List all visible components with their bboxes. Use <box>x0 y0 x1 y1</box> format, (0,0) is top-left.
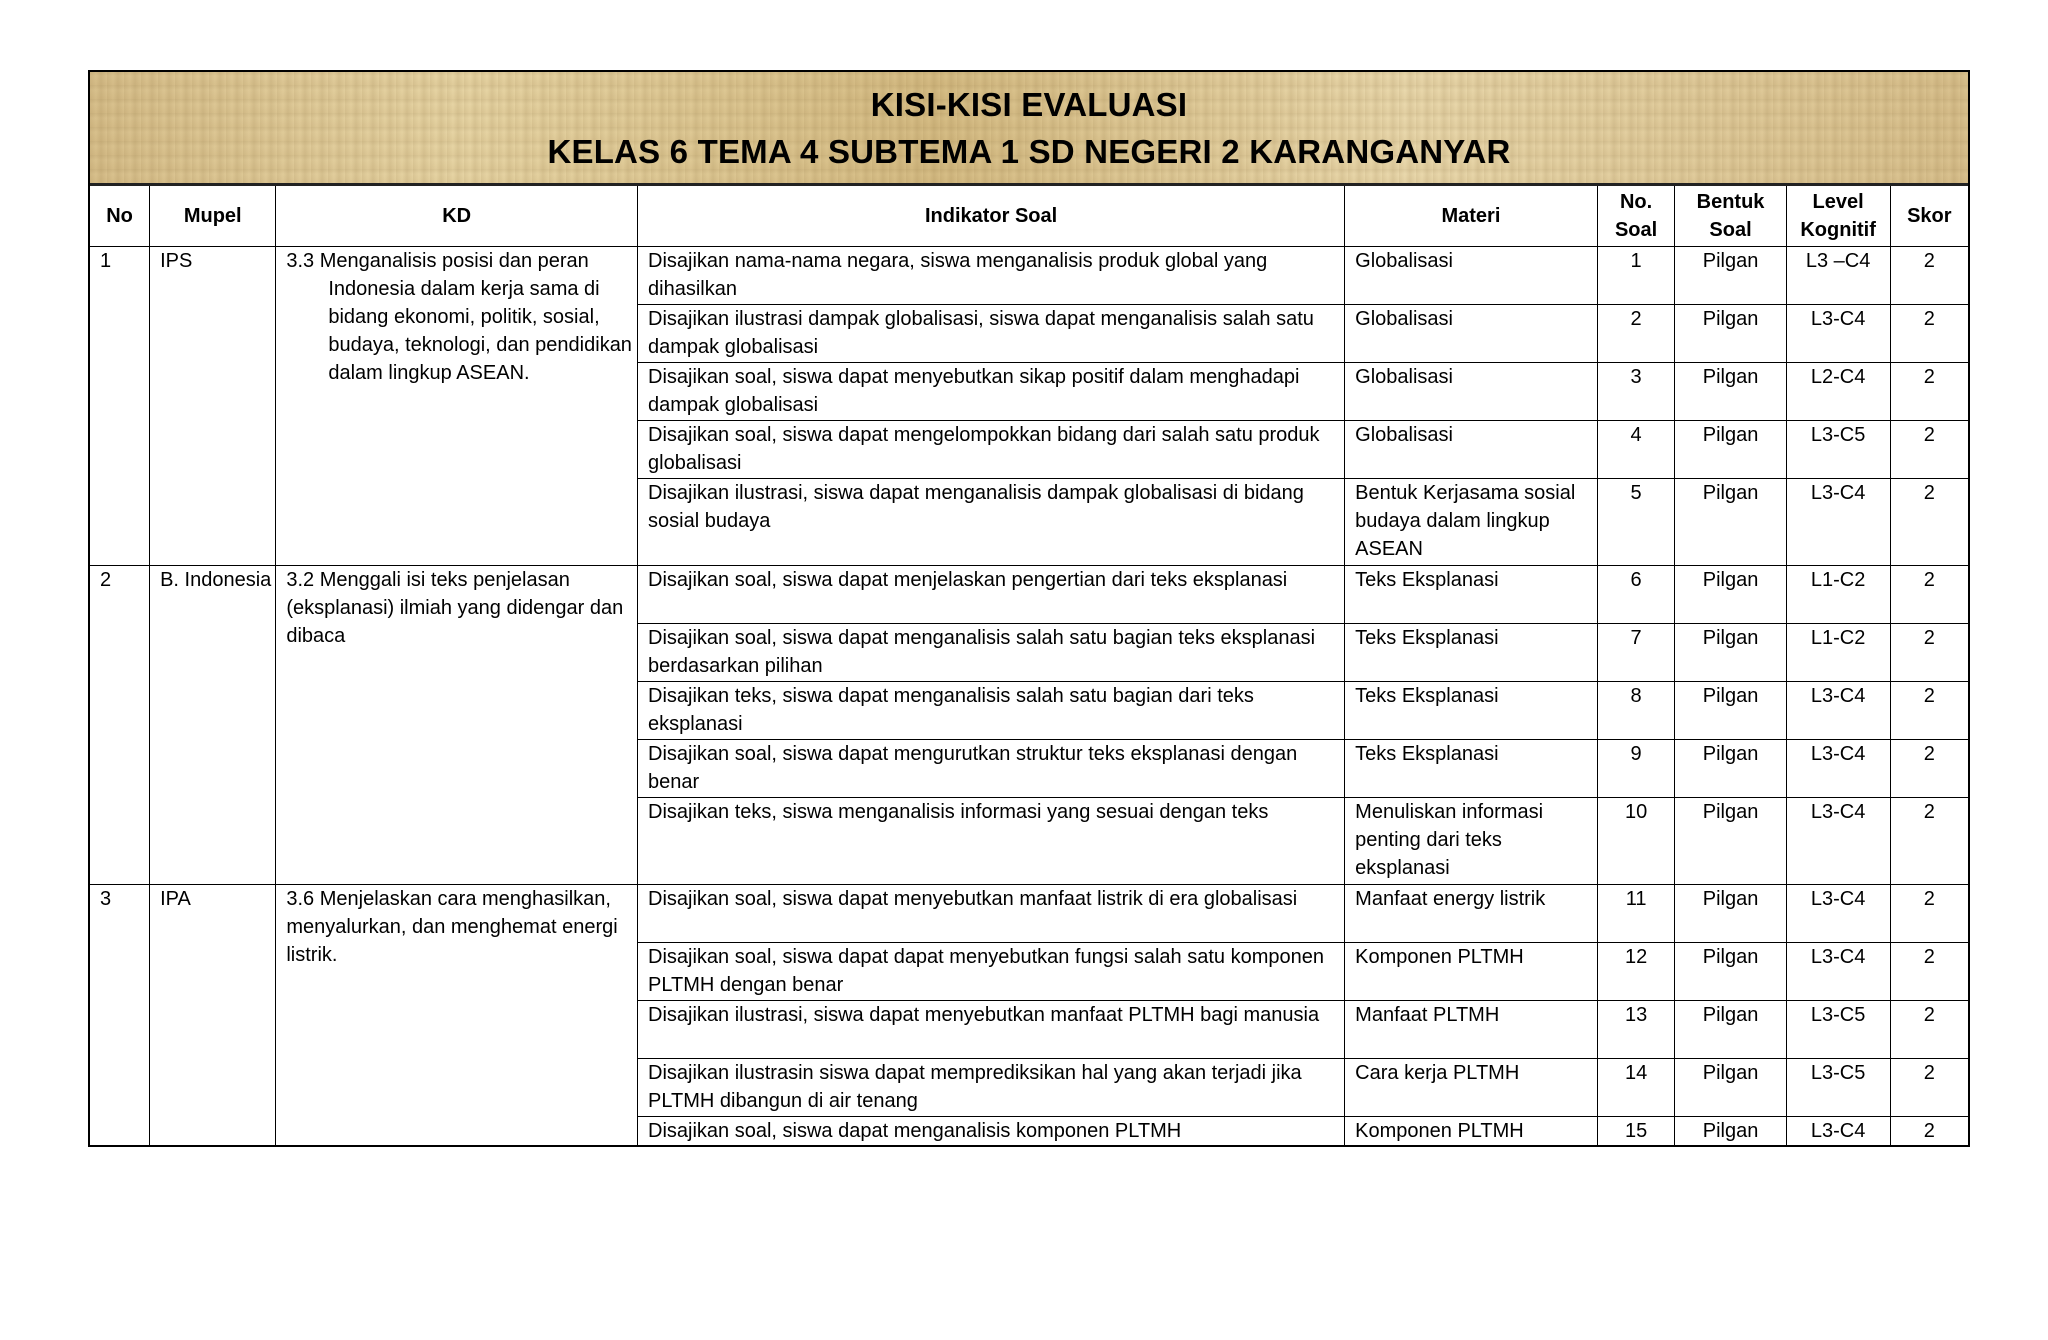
bentuk-soal-cell: Pilgan <box>1675 624 1786 682</box>
skor-cell: 2 <box>1890 566 1968 624</box>
skor-cell: 2 <box>1890 798 1968 885</box>
skor-cell: 2 <box>1890 682 1968 740</box>
table-row <box>90 566 1968 624</box>
level-kognitif-cell: L1-C2 <box>1786 624 1890 682</box>
header-materi: Materi <box>1345 186 1598 247</box>
no-soal-cell: 1 <box>1597 247 1675 305</box>
title-banner <box>90 72 1968 186</box>
no-soal-cell: 15 <box>1597 1117 1675 1146</box>
kisi-kisi-table <box>90 186 1968 1145</box>
level-kognitif-cell: L3-C4 <box>1786 740 1890 798</box>
header-bentuk-line-2: Soal <box>1709 219 1752 241</box>
materi-cell: Globalisasi <box>1345 247 1598 305</box>
level-kognitif-cell: L3-C4 <box>1786 943 1890 1001</box>
indikator-cell: Disajikan soal, siswa dapat menganalisis salah satu bagian teks eksplanasi berdasarkan pilihan <box>638 624 1345 682</box>
bentuk-soal-cell: Pilgan <box>1675 363 1786 421</box>
mupel-cell: IPS <box>150 247 276 566</box>
skor-cell: 2 <box>1890 1117 1968 1146</box>
no-soal-cell: 13 <box>1597 1001 1675 1059</box>
skor-cell: 2 <box>1890 305 1968 363</box>
skor-cell: 2 <box>1890 1059 1968 1117</box>
bentuk-soal-cell: Pilgan <box>1675 421 1786 479</box>
indikator-cell: Disajikan teks, siswa dapat menganalisis salah satu bagian dari teks eksplanasi <box>638 682 1345 740</box>
header-bentuk-line-1: Bentuk <box>1696 191 1765 213</box>
header-row <box>90 186 1968 247</box>
kd-cell <box>276 247 638 566</box>
no-soal-cell: 12 <box>1597 943 1675 1001</box>
level-kognitif-cell: L3-C4 <box>1786 682 1890 740</box>
no-soal-cell: 7 <box>1597 624 1675 682</box>
group-no-cell: 2 <box>90 566 150 885</box>
header-skor: Skor <box>1890 186 1968 247</box>
kd-text: 3.3 Menganalisis posisi dan peran <box>286 250 589 272</box>
skor-cell: 2 <box>1890 363 1968 421</box>
header-no-soal-line-1: No. <box>1619 191 1653 213</box>
no-soal-cell: 2 <box>1597 305 1675 363</box>
table-body <box>90 247 1968 1146</box>
no-soal-cell: 11 <box>1597 885 1675 943</box>
indikator-cell: Disajikan ilustrasi, siswa dapat menyebutkan manfaat PLTMH bagi manusia <box>638 1001 1345 1059</box>
group-no-cell: 1 <box>90 247 150 566</box>
level-kognitif-cell: L3-C5 <box>1786 1001 1890 1059</box>
level-kognitif-cell: L3-C4 <box>1786 305 1890 363</box>
bentuk-soal-cell: Pilgan <box>1675 1001 1786 1059</box>
level-kognitif-cell: L3-C5 <box>1786 1059 1890 1117</box>
header-no-soal <box>1597 186 1675 247</box>
level-kognitif-cell: L1-C2 <box>1786 566 1890 624</box>
materi-cell: Teks Eksplanasi <box>1345 566 1598 624</box>
skor-cell: 2 <box>1890 885 1968 943</box>
level-kognitif-cell: L3-C4 <box>1786 798 1890 885</box>
no-soal-cell: 6 <box>1597 566 1675 624</box>
kd-text: 3.6 Menjelaskan cara menghasilkan, menyalurkan, dan menghemat energi listrik. <box>286 888 618 966</box>
level-kognitif-cell: L2-C4 <box>1786 363 1890 421</box>
mupel-cell: IPA <box>150 885 276 1146</box>
level-kognitif-cell: L3-C4 <box>1786 885 1890 943</box>
bentuk-soal-cell: Pilgan <box>1675 247 1786 305</box>
level-kognitif-cell: L3 –C4 <box>1786 247 1890 305</box>
header-indikator: Indikator Soal <box>638 186 1345 247</box>
indikator-cell: Disajikan soal, siswa dapat menyebutkan manfaat listrik di era globalisasi <box>638 885 1345 943</box>
no-soal-cell: 10 <box>1597 798 1675 885</box>
header-level-kognitif <box>1786 186 1890 247</box>
no-soal-cell: 5 <box>1597 479 1675 566</box>
no-soal-cell: 3 <box>1597 363 1675 421</box>
header-level-line-2: Kognitif <box>1800 219 1876 241</box>
no-soal-cell: 9 <box>1597 740 1675 798</box>
indikator-cell: Disajikan ilustrasi, siswa dapat menganalisis dampak globalisasi di bidang sosial budaya <box>638 479 1345 566</box>
bentuk-soal-cell: Pilgan <box>1675 305 1786 363</box>
materi-cell: Menuliskan informasi penting dari teks eksplanasi <box>1345 798 1598 885</box>
indikator-cell: Disajikan nama-nama negara, siswa menganalisis produk global yang dihasilkan <box>638 247 1345 305</box>
kd-cell <box>276 566 638 885</box>
materi-cell: Manfaat PLTMH <box>1345 1001 1598 1059</box>
indikator-cell: Disajikan soal, siswa dapat mengelompokkan bidang dari salah satu produk globalisasi <box>638 421 1345 479</box>
materi-cell: Globalisasi <box>1345 363 1598 421</box>
materi-cell: Teks Eksplanasi <box>1345 740 1598 798</box>
header-kd: KD <box>276 186 638 247</box>
materi-cell: Komponen PLTMH <box>1345 1117 1598 1146</box>
bentuk-soal-cell: Pilgan <box>1675 682 1786 740</box>
indikator-cell: Disajikan soal, siswa dapat menyebutkan sikap positif dalam menghadapi dampak globalisasi <box>638 363 1345 421</box>
kd-cell <box>276 885 638 1146</box>
materi-cell: Globalisasi <box>1345 305 1598 363</box>
kisi-kisi-sheet <box>88 70 1970 1147</box>
indikator-cell: Disajikan ilustrasin siswa dapat memprediksikan hal yang akan terjadi jika PLTMH dibangun di air tenang <box>638 1059 1345 1117</box>
header-mupel: Mupel <box>150 186 276 247</box>
indikator-cell: Disajikan ilustrasi dampak globalisasi, siswa dapat menganalisis salah satu dampak globalisasi <box>638 305 1345 363</box>
no-soal-cell: 8 <box>1597 682 1675 740</box>
bentuk-soal-cell: Pilgan <box>1675 1117 1786 1146</box>
table-row <box>90 885 1968 943</box>
skor-cell: 2 <box>1890 479 1968 566</box>
bentuk-soal-cell: Pilgan <box>1675 943 1786 1001</box>
materi-cell: Bentuk Kerjasama sosial budaya dalam lingkup ASEAN <box>1345 479 1598 566</box>
bentuk-soal-cell: Pilgan <box>1675 798 1786 885</box>
header-no-soal-line-2: Soal <box>1614 219 1658 241</box>
kd-text: 3.2 Menggali isi teks penjelasan (eksplanasi) ilmiah yang didengar dan dibaca <box>286 569 624 647</box>
mupel-cell: B. Indonesia <box>150 566 276 885</box>
header-no: No <box>90 186 150 247</box>
no-soal-cell: 4 <box>1597 421 1675 479</box>
level-kognitif-cell: L3-C5 <box>1786 421 1890 479</box>
materi-cell: Globalisasi <box>1345 421 1598 479</box>
materi-cell: Manfaat energy listrik <box>1345 885 1598 943</box>
table-row <box>90 247 1968 305</box>
materi-cell: Teks Eksplanasi <box>1345 682 1598 740</box>
header-bentuk-soal <box>1675 186 1786 247</box>
indikator-cell: Disajikan soal, siswa dapat menjelaskan pengertian dari teks eksplanasi <box>638 566 1345 624</box>
bentuk-soal-cell: Pilgan <box>1675 479 1786 566</box>
indikator-cell: Disajikan soal, siswa dapat mengurutkan struktur teks eksplanasi dengan benar <box>638 740 1345 798</box>
skor-cell: 2 <box>1890 247 1968 305</box>
level-kognitif-cell: L3-C4 <box>1786 479 1890 566</box>
header-level-line-1: Level <box>1812 191 1864 213</box>
bentuk-soal-cell: Pilgan <box>1675 740 1786 798</box>
level-kognitif-cell: L3-C4 <box>1786 1117 1890 1146</box>
materi-cell: Teks Eksplanasi <box>1345 624 1598 682</box>
bentuk-soal-cell: Pilgan <box>1675 566 1786 624</box>
no-soal-cell: 14 <box>1597 1059 1675 1117</box>
group-no-cell: 3 <box>90 885 150 1146</box>
title-line-2: KELAS 6 TEMA 4 SUBTEMA 1 SD NEGERI 2 KARANGANYAR <box>547 132 1511 170</box>
materi-cell: Cara kerja PLTMH <box>1345 1059 1598 1117</box>
indikator-cell: Disajikan soal, siswa dapat menganalisis komponen PLTMH <box>638 1117 1345 1146</box>
skor-cell: 2 <box>1890 624 1968 682</box>
skor-cell: 2 <box>1890 1001 1968 1059</box>
bentuk-soal-cell: Pilgan <box>1675 1059 1786 1117</box>
skor-cell: 2 <box>1890 943 1968 1001</box>
materi-cell: Komponen PLTMH <box>1345 943 1598 1001</box>
indikator-cell: Disajikan soal, siswa dapat dapat menyebutkan fungsi salah satu komponen PLTMH dengan benar <box>638 943 1345 1001</box>
kd-text-continued: Indonesia dalam kerja sama di bidang ekonomi, politik, sosial, budaya, teknologi, dan pendidikan dalam lingkup ASEAN. <box>328 278 632 384</box>
indikator-cell: Disajikan teks, siswa menganalisis informasi yang sesuai dengan teks <box>638 798 1345 885</box>
skor-cell: 2 <box>1890 740 1968 798</box>
bentuk-soal-cell: Pilgan <box>1675 885 1786 943</box>
title-line-1: KISI-KISI EVALUASI <box>870 85 1188 123</box>
skor-cell: 2 <box>1890 421 1968 479</box>
